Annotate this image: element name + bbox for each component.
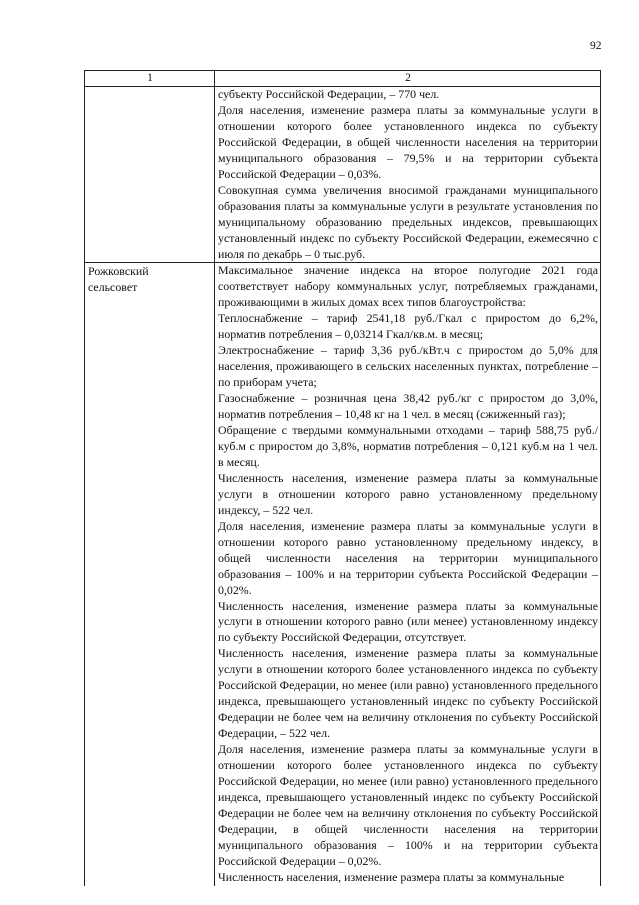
paragraph: Численность населения, изменение размера платы за коммунальные услуги в отношении которого равно (или менее) установленному индексу по субъекту Российской Федерации, отсутствует. — [218, 598, 598, 645]
description-cell — [215, 263, 601, 886]
municipality-cell — [85, 263, 215, 886]
paragraph: Доля населения, изменение размера платы за коммунальные услуги в отношении которого более установленного индекса по субъекту Российской Федерации, в общей численности населения на территории муниципального образования – 79,5% и на территории субъекта Российской Федерации – 0,03%. — [218, 102, 598, 181]
table-row — [85, 263, 601, 886]
municipality-type: сельсовет — [88, 280, 138, 295]
municipality-cell — [85, 87, 215, 263]
paragraph: Обращение с твердыми коммунальными отходами – тариф 588,75 руб./куб.м с приростом до 3,8%, норматив потребления – 0,121 куб.м на 1 чел. в месяц. — [218, 423, 598, 469]
paragraph: Доля населения, изменение размера платы за коммунальные услуги в отношении которого более установленного индекса по субъекту Российской Федерации, но менее (или равно) установленного предельного индекса, превышающего установленный индекс по субъекту Российской Федерации не более чем на величину отклонения по субъекту Российской Федерации, в общей численности населения на территории муниципального образования – 100% и на территории субъекта Российской Федерации – 0,02%. — [218, 742, 598, 868]
document-table — [84, 70, 601, 886]
paragraph: Совокупная сумма увеличения вносимой гражданами муниципального образования платы за коммунальные услуги в результате установления по муниципальному образованию предельных индексов, превышающих установленный индекс по субъекту Российской Федерации, ежемесячно с июля по декабрь – 0 тыс.руб. — [218, 182, 598, 261]
paragraph: субъекту Российской Федерации, – 770 чел. — [218, 87, 440, 101]
column-header-2: 2 — [215, 71, 601, 87]
column-header-1: 1 — [85, 71, 215, 87]
table-row — [85, 87, 601, 263]
paragraph: Максимальное значение индекса на второе полугодие 2021 года соответствует набору коммунальных услуг, потребляемых гражданами, проживающими в жилых домах всех типов благоустройства: — [218, 263, 598, 310]
paragraph: Доля населения, изменение размера платы за коммунальные услуги в отношении которого равно установленному предельному индексу, в общей численности населения на территории муниципального образования – 100% и на территории субъекта Российской Федерации – 0,02%. — [218, 518, 598, 597]
paragraph: Газоснабжение – розничная цена 38,42 руб./кг с приростом до 3,0%, норматив потребления – 10,48 кг на 1 чел. в месяц (сжиженный газ); — [218, 391, 598, 422]
paragraph: Теплоснабжение – тариф 2541,18 руб./Гкал с приростом до 6,2%, норматив потребления – 0,03214 Гкал/кв.м. в месяц; — [218, 311, 598, 342]
paragraph: Численность населения, изменение размера платы за коммунальные услуги в отношении которого равно установленному предельному индексу, – 522 чел. — [218, 470, 598, 517]
page-number: 92 — [590, 40, 602, 52]
description-cell — [215, 87, 601, 263]
municipality-name: Рожковский — [88, 264, 149, 279]
table-header-row — [85, 71, 601, 87]
paragraph: Численность населения, изменение размера платы за коммунальные услуги в отношении которого более установленного индекса по субъекту Российской Федерации, но менее (или равно) установленного предельного индекса, превышающего установленный индекс по субъекту Российской Федерации не более чем на величину отклонения по субъекту Российской Федерации, – 522 чел. — [218, 646, 598, 741]
paragraph: Численность населения, изменение размера платы за коммунальные — [218, 869, 565, 884]
paragraph: Электроснабжение – тариф 3,36 руб./кВт.ч с приростом до 5,0% для населения, проживающего в сельских населенных пунктах, потребление – по приборам учета; — [218, 343, 598, 390]
